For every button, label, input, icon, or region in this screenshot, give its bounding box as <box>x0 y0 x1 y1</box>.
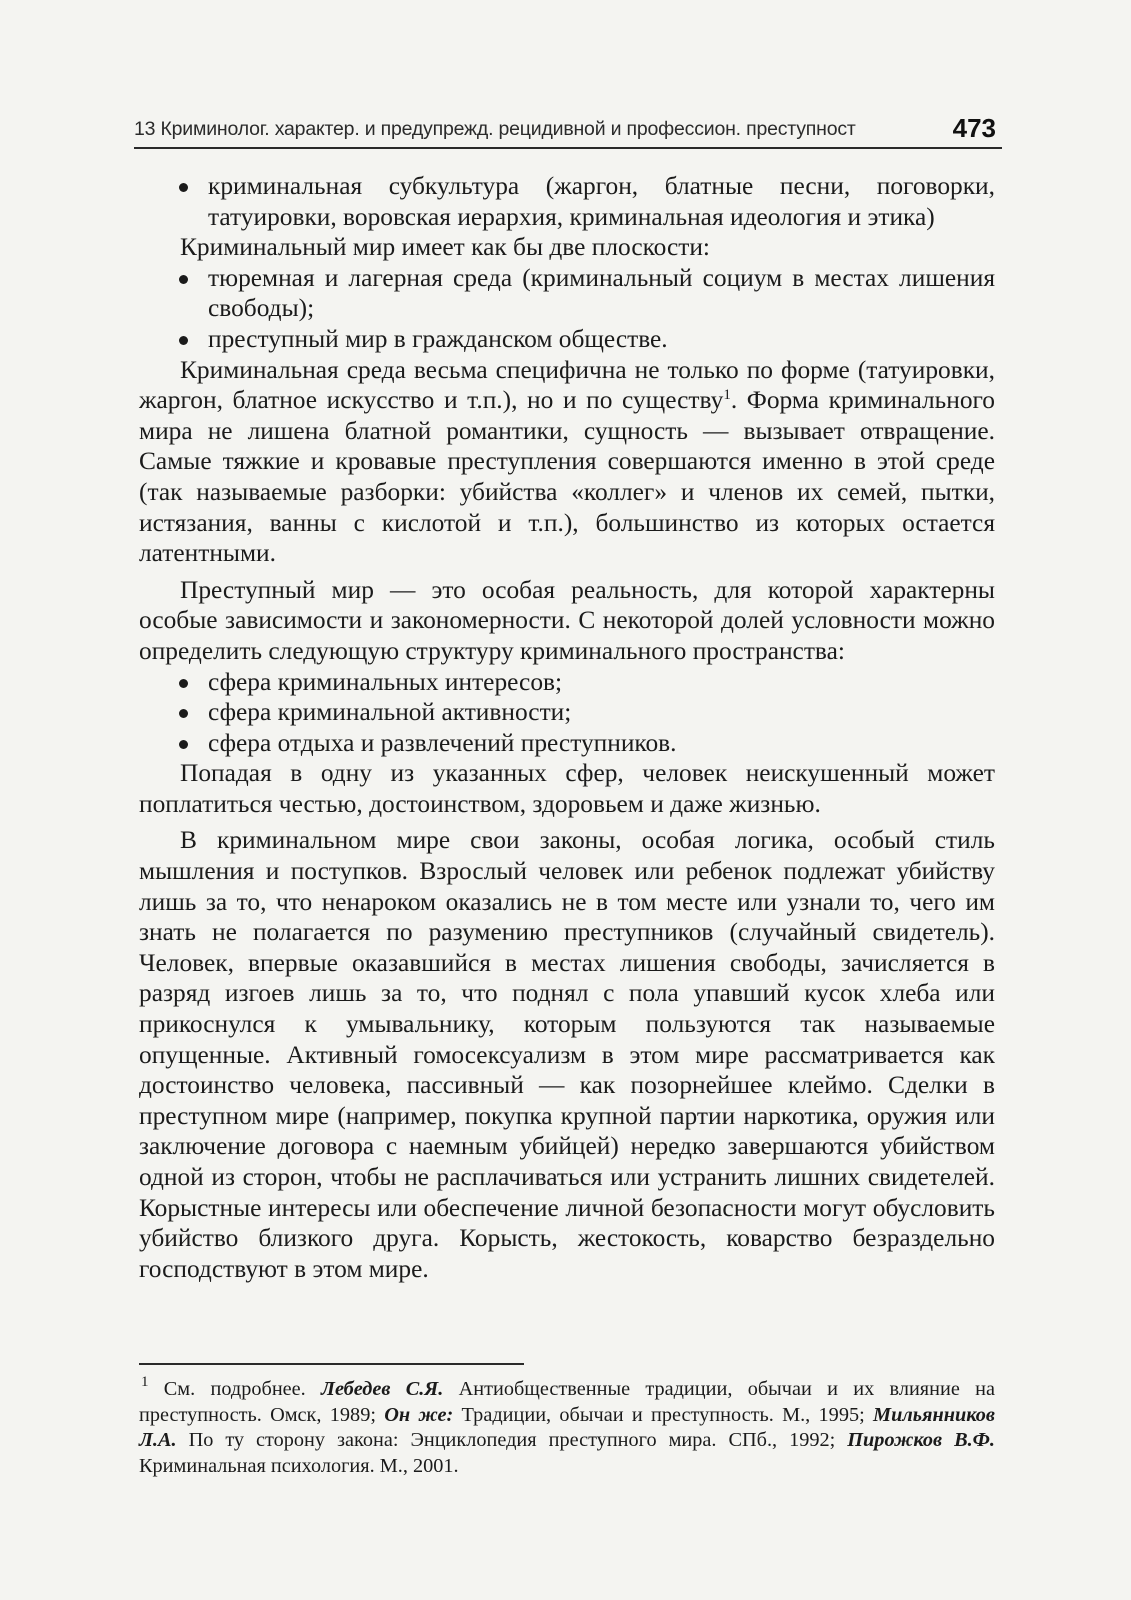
paragraph-planes: Криминальный мир имеет как бы две плоскости: <box>180 233 710 262</box>
paragraph-environment <box>139 355 995 569</box>
footnote-ref: 1 <box>723 387 731 404</box>
footnote-span: См. подробнее. <box>148 1378 322 1400</box>
paragraph-spheres: Попадая в одну из указанных сфер, человек неискушенный может поплатиться честью, достоинством, здоровьем и даже жизнью. <box>139 759 995 818</box>
footnote-span: Криминальная психология. М., 2001. <box>139 1454 459 1477</box>
paragraph-laws: В криминальном мире свои законы, особая логика, особый стиль мышления и поступков. Взрослый человек или ребенок подлежат убийству лишь за то, что ненароком оказались не в том месте или узнали то, чего им знать не полагается по разумению преступников (случайный свидетель). Человек, впервые оказавшийся в местах лишения свободы, зачисляется в разряд изгоев лишь за то, что поднял с пола упавший кусок хлеба или прикоснулся к умывальнику, которым пользуются так называемые опущенные. Активный гомосексуализм в этом мире рассматривается как достоинство человека, пассивный — как позорнейшее клеймо. Сделки в преступном мире (например, покупка крупной партии наркотика, оружия или заключение договора с наемным убийцей) нередко завершаются убийством одной из сторон, чтобы не расплачиваться или устранить лишних свидетелей. Корыстные интересы или обеспечение личной безопасности могут обусловить убийство близкого друга. Корысть, жестокость, коварство безраздельно господствуют в этом мире. <box>139 826 995 1283</box>
list-item <box>139 697 995 728</box>
footnote-span: Традиции, обычаи и преступность. М., 1995; <box>453 1403 874 1426</box>
list-item <box>139 667 995 698</box>
page-number: 473 <box>952 113 996 143</box>
bullet-icon <box>179 740 188 749</box>
list-item-text: преступный мир в гражданском обществе. <box>208 324 668 353</box>
list-item <box>139 263 995 324</box>
spheres-list <box>139 667 995 759</box>
list-item-text: сфера криминальной активности; <box>208 698 572 727</box>
bullet-icon <box>179 275 188 284</box>
list-item-text: сфера отдыха и развлечений преступников. <box>208 728 677 757</box>
footnote-marker: 1 <box>141 1374 149 1390</box>
list-item <box>139 728 995 759</box>
footnote-text <box>139 1374 995 1479</box>
footnote-divider <box>139 1363 524 1365</box>
running-head <box>134 113 1002 149</box>
list-item-text: сфера криминальных интересов; <box>208 667 563 696</box>
running-head-title: 13 Криминолог. характер. и предупрежд. рецидивной и профессион. преступност <box>134 118 856 140</box>
planes-list <box>139 263 995 355</box>
footnote-author: Лебедев С.Я. <box>321 1378 444 1400</box>
main-text <box>139 171 995 1284</box>
bullet-icon <box>179 336 188 345</box>
footnote-author: Пирожков В.Ф. <box>847 1429 995 1451</box>
list-item-text: тюремная и лагерная среда (криминальный социум в местах лишения свободы); <box>208 263 995 323</box>
bullet-icon <box>179 709 188 718</box>
footnote-span: Антиобщественные традиции, обычаи и их влияние на преступность. Омск, 1989; <box>139 1378 995 1426</box>
bullet-icon <box>179 183 188 192</box>
list-item <box>139 324 995 355</box>
paragraph-text: Криминальная среда весьма специфична не только по форме (татуировки, жаргон, блатное искусство и т.п.), но и по существу <box>139 355 995 415</box>
bullet-icon <box>179 679 188 688</box>
paragraph-criminal-world: Преступный мир — это особая реальность, для которой характерны особые зависимости и закономерности. С некоторой долей условности можно определить следующую структуру криминального пространства: <box>139 575 995 665</box>
subculture-list <box>139 171 995 232</box>
footnote <box>139 1374 995 1479</box>
footnote-author: Мильянников Л.А. <box>139 1403 995 1451</box>
footnote-span: По ту сторону закона: Энциклопедия преступного мира. СПб., 1992; <box>176 1429 848 1451</box>
footnote-author: Он же: <box>384 1403 454 1426</box>
list-item <box>139 171 995 232</box>
paragraph-text: . Форма криминального мира не лишена блатной романтики, сущность — вызывает отвращение. Самые тяжкие и кровавые преступления совершаются именно в этой среде (так называемые разборки: убийства «коллег» и членов их семей, пытки, истязания, ванны с кислотой и т.п.), большинство из которых остается латентными. <box>139 386 996 568</box>
list-item-text: криминальная субкультура (жаргон, блатные песни, поговорки, татуировки, воровская иерархия, криминальная идеология и этика) <box>208 172 995 231</box>
